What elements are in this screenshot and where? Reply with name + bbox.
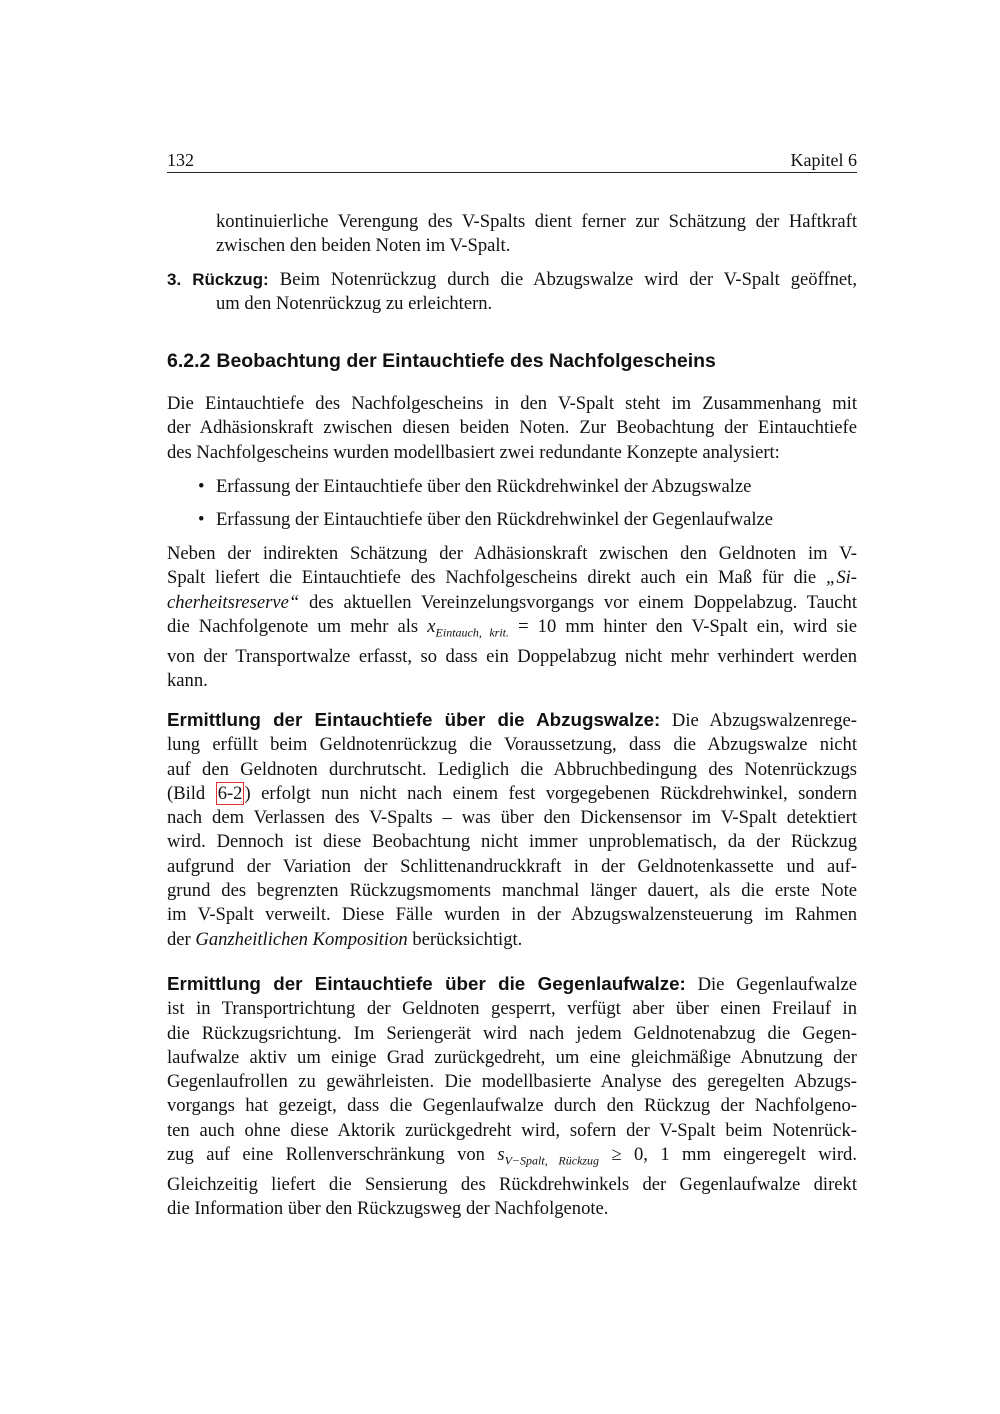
paragraph-intro: Die Eintauchtiefe des Nachfolgescheins in den V-Spalt steht im Zusammenhang mit der Adhäsionskraft zwischen diesen beiden Noten. Zur Beobachtung der Eintauchtiefe des Nachfolgescheins wurden modellbasiert zwei redundante Konzepte analysiert: [167,393,857,463]
bullet-icon: • [198,509,205,530]
list-item-2-continuation: kontinuierliche Verengung des V-Spalts dient ferner zur Schätzung der Haftkraft zwischen den beiden Noten im V-Spalt. [216,211,857,257]
math-x-eintauch: $x_{Eintauch, krit.} = 10$ mm [427,615,595,640]
list-item-3: 3. Rückzug: Beim Notenrückzug durch die Abzugswalze wird der V-Spalt geöffnet, um den Notenrückzug zu erleichtern. [167,269,857,315]
math-s-vspalt: $s_{V-Spalt, Rückzug} \ge 0$, 1 mm [497,1144,711,1168]
bullet-item: • Erfassung der Eintauchtiefe über den Rückdrehwinkel der Gegenlaufwalze [198,509,774,530]
paragraph-sicherheitsreserve: Neben der indirekten Schätzung der Adhäsionskraft zwischen den Geldnoten im V- Spalt liefert die Eintauchtiefe des Nachfolgescheins direkt auch ein Maß für die „Si- cherheitsreserve“ des aktuellen Vereinzelungsvorgangs vor einem Doppelabzug. Taucht die Nachfolgenote um mehr als $x_{Eintauch, krit.} = 10$ mm hinter den V-Spalt ein, wird sie von der Transportwalze erfasst, so dass ein Doppelabzug nicht mehr verhindert werden kann. [167,543,857,692]
runin-heading: Ermittlung der Eintauchtiefe über die Gegenlaufwalze: [167,973,686,994]
section-heading: 6.2.2 Beobachtung der Eintauchtiefe des Nachfolgescheins [167,350,716,372]
runin-heading: Ermittlung der Eintauchtiefe über die Abzugswalze: [167,709,661,730]
running-header [167,148,857,173]
figure-reference-link[interactable]: 6-2 [217,782,243,804]
chapter-label: Kapitel 6 [790,150,857,170]
paragraph-gegenlaufwalze: Ermittlung der Eintauchtiefe über die Gegenlaufwalze: Die Gegenlaufwalze ist in Transportrichtung der Geldnoten gesperrt, verfügt aber über einen Freilauf in die Rückzugsrichtung. Im Seriengerät wird nach jedem Geldnotenabzug die Gegen- laufwalze aktiv um einige Grad zurückgedreht, um eine gleichmäßige Abnutzung der Gegenlaufrollen zu gewährleisten. Die modellbasierte Analyse des geregelten Abzugs- vorgangs hat gezeigt, dass die Gegenlaufwalze durch den Rückzug der Nachfolgeno- ten auch ohne diese Aktorik zurückgedreht wird, sofern der V-Spalt beim Notenrück- zug auf eine Rollenverschränkung von $s_{V-Spalt, Rückzug} \ge 0$, 1 mm eingeregelt wird. Gleichzeitig liefert die Sensierung des Rückdrehwinkels der Gegenlaufwalze direkt die Information über den Rückzugsweg der Nachfolgenote. [167,973,857,1220]
paragraph-abzugswalze: Ermittlung der Eintauchtiefe über die Abzugswalze: Die Abzugswalzenrege- lung erfüllt beim Geldnotenrückzug die Voraussetzung, dass die Abzugswalze nicht auf den Geldnoten durchrutscht. Lediglich die Abbruchbedingung des Notenrückzugs (Bild 6-2 ) erfolgt nun nicht nach einem fest vorgegebenen Rückdrehwinkel, sondern nach dem Verlassen des V-Spalts – was über den Dickensensor im V-Spalt detektiert wird. Dennoch ist diese Beobachtung nicht immer unproblematisch, da der Rückzug aufgrund der Variation der Schlittenandruckkraft in der Geldnotenkassette und auf- grund des begrenzten Rückzugsmoments manchmal länger dauert, als die erste Note im V-Spalt verweilt. Diese Fälle wurden in der Abzugswalzensteuerung im Rahmen der Ganzheitlichen Komposition berücksichtigt. [167,709,857,950]
page-number: 132 [167,150,194,170]
bullet-icon: • [198,476,205,497]
bullet-item: • Erfassung der Eintauchtiefe über den Rückdrehwinkel der Abzugswalze [198,476,752,497]
list-item-label: 3. Rückzug: [167,270,269,289]
